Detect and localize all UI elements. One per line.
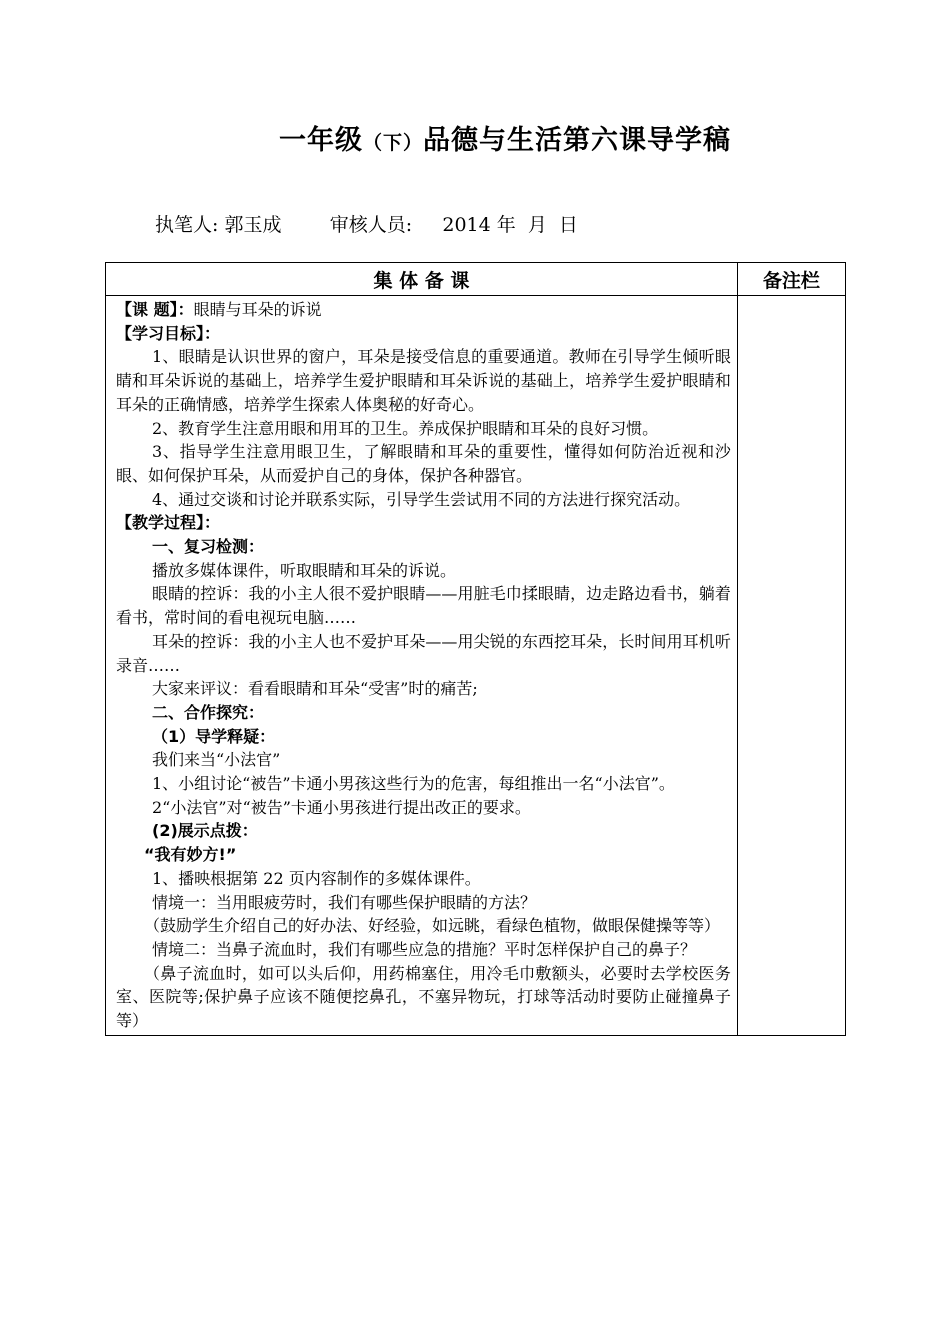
review-line: 耳朵的控诉：我的小主人也不爱护耳朵——用尖锐的东西挖耳朵，长时间用耳机听录音……	[116, 631, 731, 675]
show-line: 1、播映根据第 22 页内容制作的多媒体课件。	[152, 868, 481, 888]
title-part-course: 品德与生活第六课导学稿	[423, 125, 731, 156]
title-part-term: （下）	[362, 132, 423, 154]
lesson-content-cell	[106, 296, 738, 1036]
subsection-guide-title: （1）导学释疑：	[152, 726, 276, 746]
topic-label: 【课 题】：	[116, 300, 194, 319]
section-cooperate-title: 二、合作探究：	[152, 702, 265, 722]
table-header-row	[106, 263, 846, 296]
header-notes-column: 备注栏	[737, 263, 845, 296]
topic-line	[116, 298, 731, 322]
show-line: 情境一：当用眼疲劳时，我们有哪些保护眼睛的方法？	[152, 892, 537, 912]
goals-label: 【学习目标】：	[116, 323, 221, 343]
goal-item: 3、指导学生注意用眼卫生，了解眼睛和耳朵的重要性，懂得如何防治近视和沙眼、如何保护耳朵，从而爱护自己的身体，保护各种器官。	[116, 442, 731, 485]
show-line: 情境二：当鼻子流血时，我们有哪些应急的措施？平时怎样保护自己的鼻子？	[152, 939, 697, 959]
review-line: 眼睛的控诉：我的小主人很不爱护眼睛——用脏毛巾揉眼睛，边走路边看书，躺着看书，常时间的看电视玩电脑……	[116, 584, 731, 628]
review-line: 播放多媒体课件，听取眼睛和耳朵的诉说。	[152, 560, 457, 580]
process-label: 【教学过程】：	[116, 513, 221, 533]
table-body-row	[106, 296, 846, 1036]
author-reviewer-line: 执笔人: 郭玉成 审核人员: 2014 年 月 日	[155, 214, 578, 236]
show-quote: “我有妙方!”	[144, 845, 237, 865]
section-review-title: 一、复习检测：	[152, 537, 265, 557]
goal-item: 1、眼睛是认识世界的窗户，耳朵是接受信息的重要通道。教师在引导学生倾听眼睛和耳朵诉说的基础上，培养学生爱护眼睛和耳朵诉说的基础上，培养学生爱护眼睛和耳朵的正确情感，培养学生探索人体奥秘的好奇心。	[116, 347, 731, 414]
show-line: （鼻子流血时，如可以头后仰，用药棉塞住，用冷毛巾敷额头，必要时去学校医务室、医院等;保护鼻子应该不随便挖鼻孔，不塞异物玩，打球等活动时要防止碰撞鼻子等）	[116, 963, 731, 1031]
review-line: 大家来评议：看看眼睛和耳朵“受害”时的痛苦;	[152, 679, 478, 699]
subsection-show-title: (2)展示点拨：	[152, 821, 258, 841]
title-part-grade: 一年级	[278, 125, 363, 156]
guide-line: 1、小组讨论“被告”卡通小男孩这些行为的危害，每组推出一名“小法官”。	[152, 774, 675, 794]
guide-line: 我们来当“小法官”	[152, 750, 281, 770]
goal-item: 2、教育学生注意用眼和用耳的卫生。养成保护眼睛和耳朵的良好习惯。	[152, 418, 659, 438]
show-line: （鼓励学生介绍自己的好办法、好经验，如远眺，看绿色植物，做眼保健操等等）	[144, 916, 721, 936]
page-title	[0, 118, 950, 157]
header-collective-prep: 集 体 备 课	[106, 263, 738, 296]
notes-cell	[737, 296, 845, 1036]
topic-value: 眼睛与耳朵的诉说	[193, 300, 322, 319]
guide-line: 2“小法官”对“被告”卡通小男孩进行提出改正的要求。	[152, 797, 531, 817]
lesson-plan-table	[105, 262, 846, 1036]
goal-item: 4、通过交谈和讨论并联系实际，引导学生尝试用不同的方法进行探究活动。	[152, 489, 691, 509]
